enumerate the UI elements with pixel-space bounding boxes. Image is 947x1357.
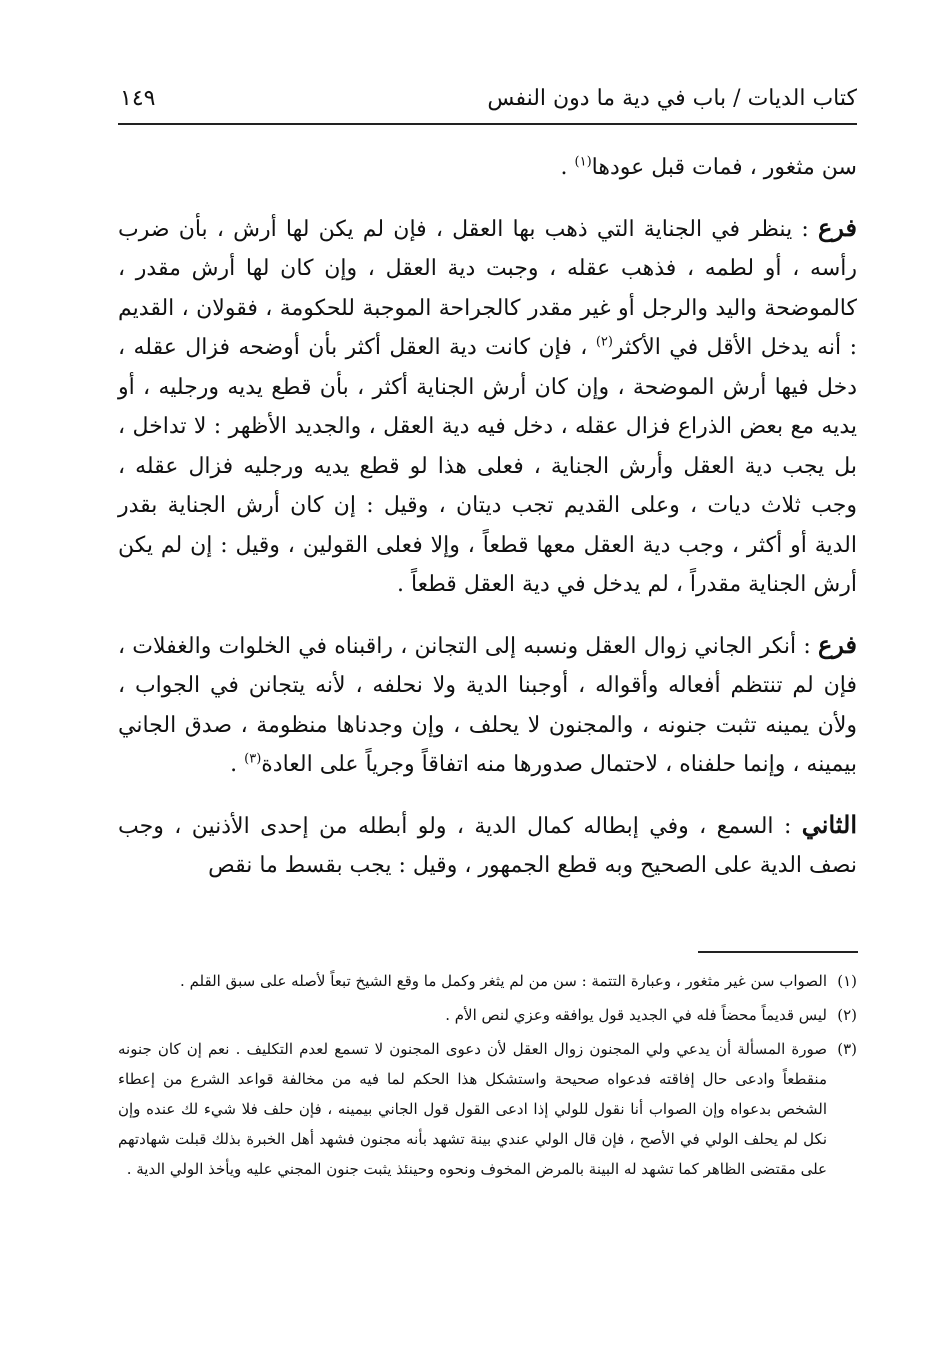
paragraph-3: فرع : أنكر الجاني زوال العقل ونسبه إلى التجانن ، راقبناه في الخلوات والغفلات ، فإن لم تنتظم أفعاله وأقواله ، أوجبنا الدية ولا نحلفه ، لأنه يتجانن في الجواب ، ولأن يمينه تثبت جنونه ، والمجنون لا يحلف ، وإن وجدناها منظومة ، صدق الجاني بيمينه ، وإنما حلفناه ، لاحتمال صدورها منه اتفاقاً وجرياً على العادة$^{(٣)}$ . xyxy=(118,629,857,777)
footnote-ref-1: (١) xyxy=(574,154,592,170)
footnote-number: (٢) xyxy=(837,1006,857,1024)
main-text xyxy=(118,148,857,886)
footnote-ref-3: (٣) xyxy=(244,751,262,767)
footnote-text: الصواب سن غير مثغور ، وعبارة التتمة : سن من لم يثغر وكمل ما وقع الشيخ تبعاً لأصله على سبق القلم . xyxy=(180,972,827,990)
footnote-3 xyxy=(118,1034,857,1184)
paragraph-lead: فرع xyxy=(817,212,857,242)
footnote-number: (١) xyxy=(837,972,857,990)
page-header xyxy=(118,86,857,120)
footnote-1 xyxy=(118,966,857,996)
paragraph-1: سن مثغور ، فمات قبل عودها$^{(١)}$ . xyxy=(560,154,857,180)
paragraph-2: فرع : ينظر في الجناية التي ذهب بها العقل ، فإن لم يكن لها أرش ، بأن ضرب رأسه ، أو لطمه ، فذهب عقله ، وجبت دية العقل ، وإن كان لها أرش مقدر ، كالموضحة واليد والرجل أو غير مقدر كالجراحة الموجبة للحكومة ، فقولان ، القديم : أنه يدخل الأقل في الأكثر$^{(٢)}$ ، فإن كانت دية العقل أكثر بأن أوضحه فزال عقله ، دخل فيها أرش الموضحة ، وإن كان أرش الجناية أكثر ، بأن قطع يديه ورجليه ، أو يديه مع بعض الذراع فزال عقله ، دخل فيه دية العقل ، والجديد الأظهر : لا تداخل ، بل يجب دية العقل وأرش الجناية ، فعلى هذا لو قطع يديه ورجليه فزال عقله ، وجب ثلاث ديات ، وعلى القديم تجب ديتان ، وقيل : إن كان أرش الجناية بقدر الدية أو أكثر ، وجب دية العقل معها قطعاً ، وإلا فعلى القولين ، وقيل : إن لم يكن أرش الجناية مقدراً ، لم يدخل في دية العقل قطعاً . xyxy=(118,212,857,597)
footnotes xyxy=(118,966,857,1184)
footnote-2 xyxy=(118,1000,857,1030)
footnote-ref-2: (٢) xyxy=(595,334,613,350)
footnote-number: (٣) xyxy=(837,1040,857,1058)
footnote-text: ليس قديماً محضاً فله في الجديد قول يوافقه وعزي لنص الأم . xyxy=(445,1006,827,1024)
page-number: ١٤٩ xyxy=(120,86,156,111)
footnote-text: صورة المسألة أن يدعي ولي المجنون زوال العقل لأن دعوى المجنون لا تسمع لعدم التكليف . نعم إن كان جنونه منقطعاً وادعى حال إفاقته فدعواه صحيحة واستشكل هذا الحكم لما فيه من مخالفة قواعد الشرع من إعطاء الشخص بدعواه وإن الصواب أنا نقول للولي إذا ادعى القول قول الجاني بيمينه ، فإن حلف فلا شيء لك عنده وإن نكل لم يحلف الولي في الأصح ، فإن قال الولي عندي بينة تشهد بأنه مجنون فشهد أهل الخبرة بذلك قبلت شهادتهم على مقتضى الظاهر كما تشهد له البينة بالمرض المخوف ونحوه وحينئذ يثبت جنون المجني عليه ويأخذ الولي الدية . xyxy=(118,1040,827,1178)
paragraph-lead: فرع xyxy=(817,629,857,659)
running-title: كتاب الديات / باب في دية ما دون النفس xyxy=(487,86,857,111)
paragraph-4: الثاني : السمع ، وفي إبطاله كمال الدية ، ولو أبطله من إحدى الأذنين ، وجب نصف الدية على الصحيح وبه قطع الجمهور ، وقيل : يجب بقسط ما نقص xyxy=(118,809,857,878)
footnote-separator xyxy=(698,951,858,953)
paragraph-lead: الثاني xyxy=(801,809,857,839)
header-rule xyxy=(118,123,857,125)
